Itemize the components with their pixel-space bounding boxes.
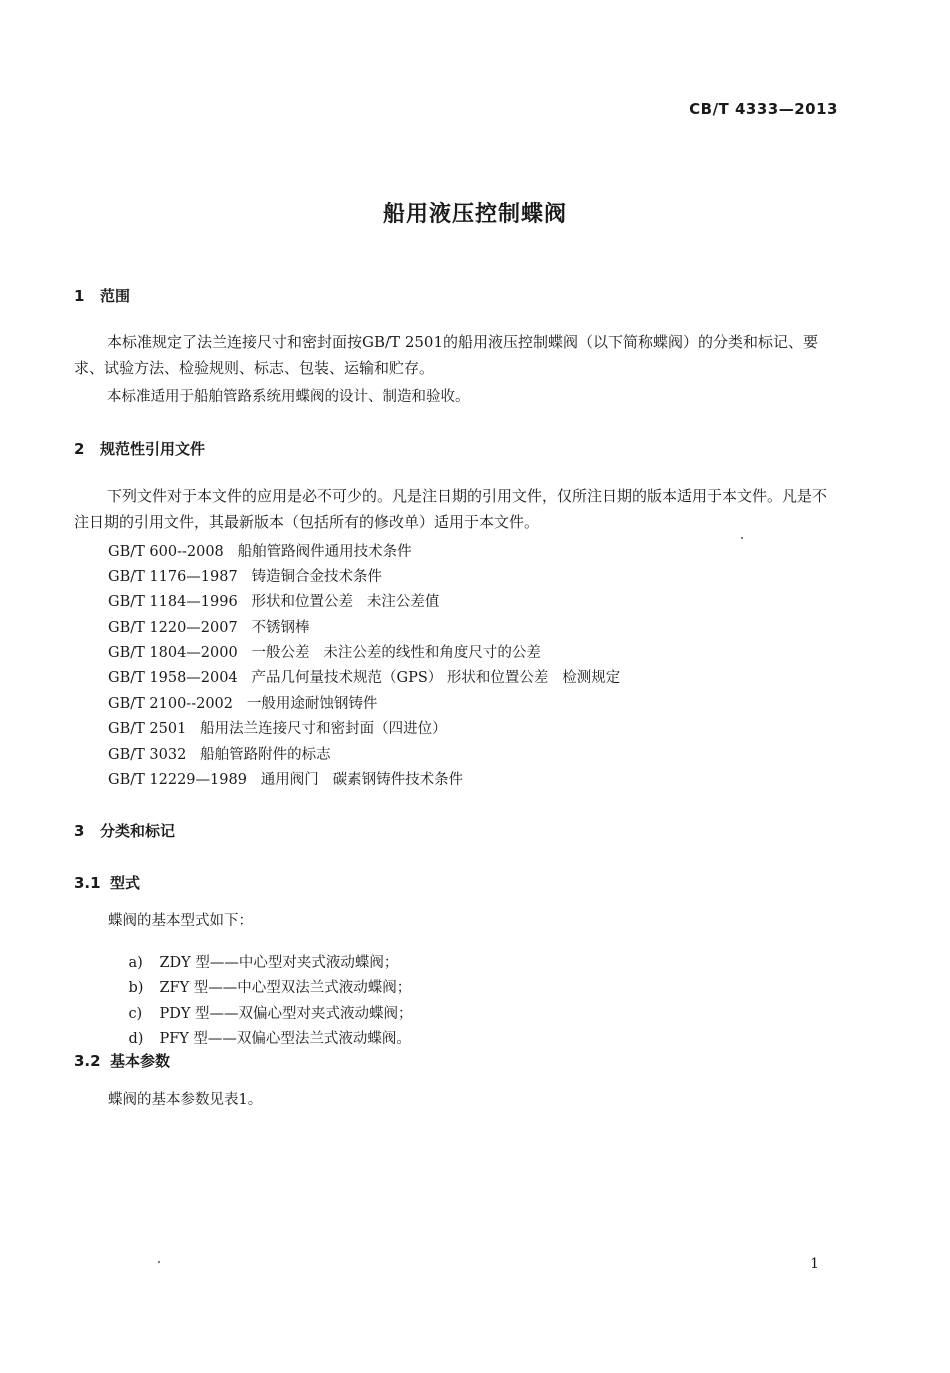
reference-item: GB/T 1176—1987 铸造铜合金技术条件 <box>108 569 383 585</box>
list-text: PFY 型——双偏心型法兰式液动蝶阀。 <box>159 1031 411 1047</box>
reference-item: GB/T 600--2008 船舶管路阀件通用技术条件 <box>108 544 412 560</box>
reference-item: GB/T 1184—1996 形状和位置公差 未注公差值 <box>108 594 440 610</box>
list-marker: c) <box>128 1006 143 1022</box>
paragraph-text: 本标准规定了法兰连接尺寸和密封面按GB/T 2501的船用液压控制蝶阀（以下简称蝶阀）的分类和标记、要求、试验方法、检验规则、标志、包装、运输和贮存。 <box>74 333 819 377</box>
scope-paragraph-1 <box>74 329 840 381</box>
parameters-text: 蝶阀的基本参数见表1。 <box>108 1092 263 1108</box>
reference-item: GB/T 2100--2002 一般用途耐蚀钢铸件 <box>108 696 378 712</box>
section-title: 基本参数 <box>110 1052 171 1070</box>
reference-item: GB/T 1958—2004 产品几何量技术规范（GPS） 形状和位置公差 检测规定 <box>108 670 621 686</box>
section-3-2-heading <box>74 1050 170 1071</box>
section-1-heading <box>74 285 130 306</box>
section-number: 2 <box>74 440 85 458</box>
types-intro: 蝶阀的基本型式如下： <box>108 913 253 929</box>
section-title: 分类和标记 <box>100 822 176 840</box>
section-number: 1 <box>74 287 85 305</box>
document-title: 船用液压控制蝶阀 <box>382 202 567 227</box>
reference-item: GB/T 12229—1989 通用阀门 碳素钢铸件技术条件 <box>108 772 464 788</box>
references-intro <box>74 483 840 535</box>
section-title: 型式 <box>110 874 141 892</box>
section-number: 3.2 <box>74 1052 101 1070</box>
reference-item: GB/T 3032 船舶管路附件的标志 <box>108 747 331 763</box>
list-text: ZFY 型——中心型双法兰式液动蝶阀； <box>159 980 412 996</box>
scan-speck <box>741 537 743 539</box>
paragraph-text: 下列文件对于本文件的应用是必不可少的。凡是注日期的引用文件，仅所注日期的版本适用于本文件。凡是不注日期的引用文件，其最新版本（包括所有的修改单）适用于本文件。 <box>74 487 828 531</box>
scope-paragraph-2: 本标准适用于船舶管路系统用蝶阀的设计、制造和验收。 <box>107 389 470 405</box>
section-title: 规范性引用文件 <box>100 440 206 458</box>
reference-item: GB/T 1804—2000 一般公差 未注公差的线性和角度尺寸的公差 <box>108 645 541 661</box>
list-marker: b) <box>128 980 144 996</box>
list-text: PDY 型——双偏心型对夹式液动蝶阀； <box>159 1006 413 1022</box>
section-number: 3 <box>74 822 85 840</box>
section-2-heading <box>74 438 205 459</box>
reference-item: GB/T 2501 船用法兰连接尺寸和密封面（四进位） <box>108 721 447 737</box>
list-text: ZDY 型——中心型对夹式液动蝶阀； <box>159 955 399 971</box>
reference-item: GB/T 1220—2007 不锈钢棒 <box>108 620 310 636</box>
standard-code: CB/T 4333—2013 <box>689 100 838 118</box>
section-number: 3.1 <box>74 874 101 892</box>
page-number: 1 <box>810 1256 819 1272</box>
section-3-1-heading <box>74 872 140 893</box>
list-marker: a) <box>128 955 143 971</box>
scan-speck <box>158 1261 160 1263</box>
list-marker: d) <box>128 1031 144 1047</box>
section-3-heading <box>74 820 175 841</box>
section-title: 范围 <box>100 287 131 305</box>
